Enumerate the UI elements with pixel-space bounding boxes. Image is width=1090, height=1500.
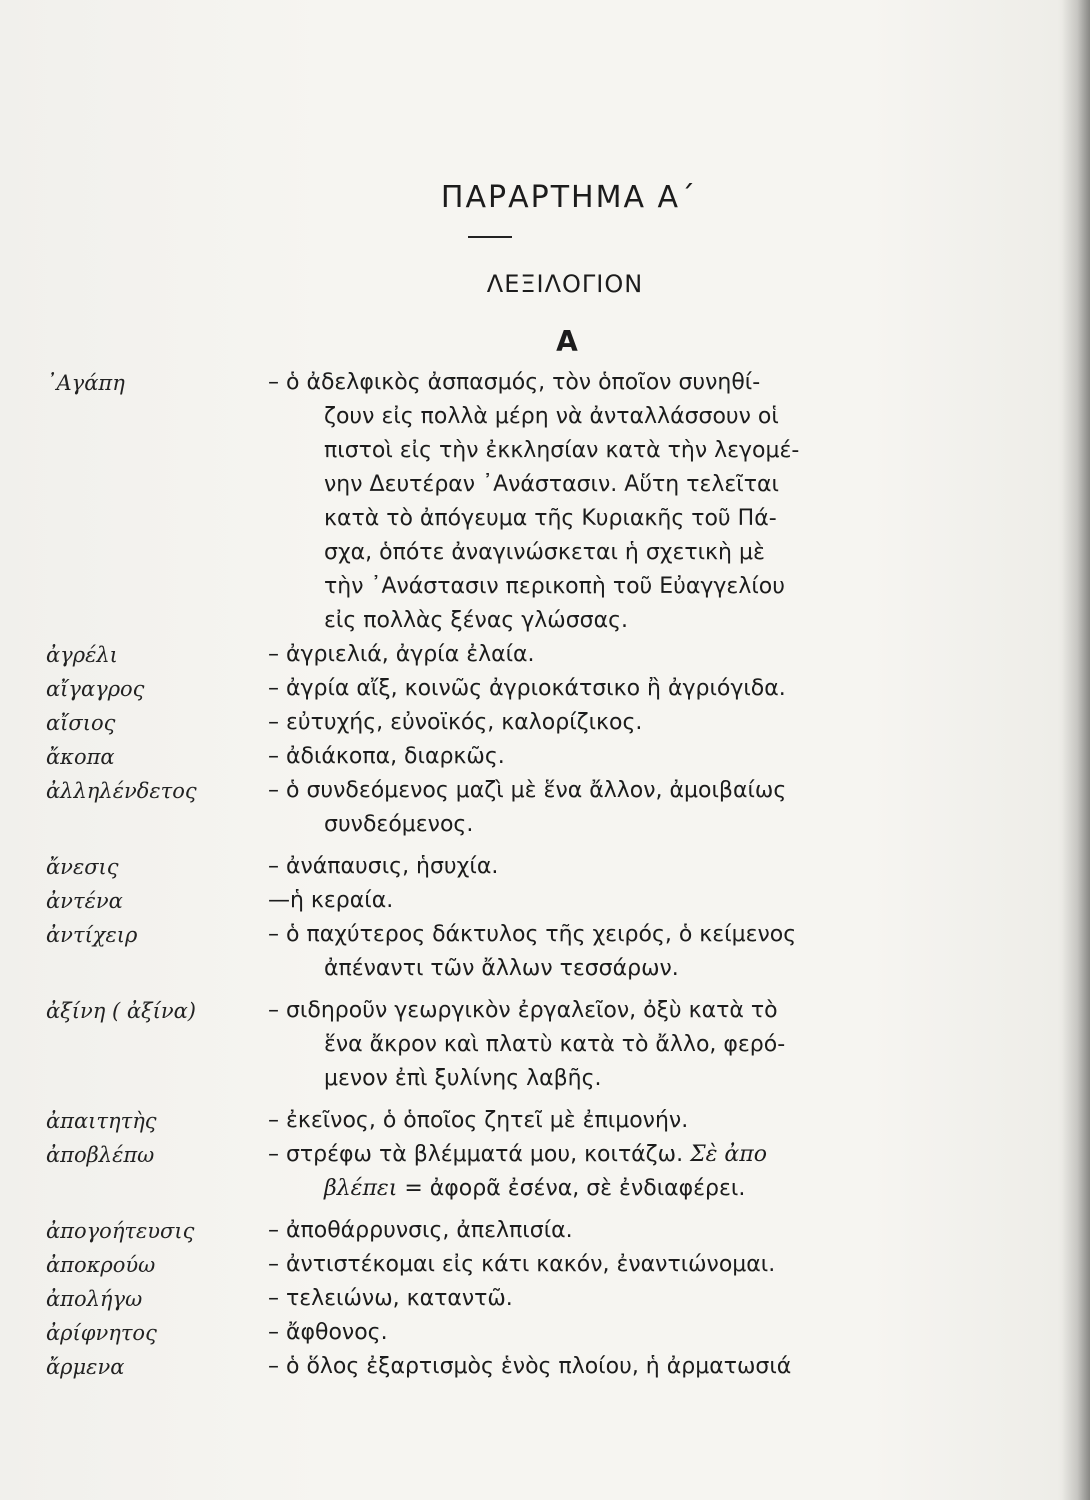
entry-definition <box>256 740 896 774</box>
entry-term: ἄκοπα <box>46 745 115 769</box>
definition-line: μενον ἐπὶ ξυλίνης λαβῆς. <box>324 1066 602 1091</box>
definition-text: = ἀφορᾶ ἐσένα, σὲ ἐνδιαφέρει. <box>404 1176 746 1201</box>
entry-definition <box>256 1248 896 1282</box>
definition-line: – ἐκεῖνος, ὁ ὁποῖος ζητεῖ μὲ ἐπιμονήν. <box>268 1108 689 1133</box>
entry-definition <box>256 994 896 1096</box>
definition-line: εἰς πολλὰς ξένας γλώσσας. <box>324 608 629 633</box>
entry-term: ἀπογοήτευσις <box>46 1219 195 1243</box>
entry-definition <box>256 1214 896 1248</box>
entry-term: ἀποκρούω <box>46 1253 156 1277</box>
entry-term: ἀποβλέπω <box>46 1143 155 1167</box>
definition-line <box>256 1172 896 1206</box>
entry-term: ἄνεσις <box>46 855 119 879</box>
entry-definition <box>256 1104 896 1138</box>
entry-definition <box>256 366 896 638</box>
definition-line: – ἀγριελιά, ἀγρία ἐλαία. <box>268 642 535 667</box>
glossary-entry <box>46 706 896 740</box>
entry-definition <box>256 1282 896 1316</box>
glossary-entry <box>46 1138 896 1206</box>
definition-line: – ἀποθάρρυνσις, ἀπελπισία. <box>268 1218 573 1243</box>
definition-line: – σιδηροῦν γεωργικὸν ἐργαλεῖον, ὀξὺ κατὰ τὸ <box>268 998 778 1023</box>
entry-term: ᾿Αγάπη <box>46 371 125 395</box>
page-title: ΠΑΡΑΡΤΗΜΑ Α΄ <box>440 180 698 215</box>
glossary-entry <box>46 918 896 986</box>
glossary-entry <box>46 638 896 672</box>
example-phrase: Σὲ ἀπο <box>690 1142 767 1167</box>
entry-definition <box>256 1350 896 1384</box>
page-edge-shadow <box>1062 0 1090 1500</box>
definition-line: – ὁ ἀδελφικὸς ἀσπασμός, τὸν ὁποῖον συνηθί- <box>268 370 761 395</box>
entry-definition <box>256 1138 896 1206</box>
glossary-entry <box>46 884 896 918</box>
glossary-entry <box>46 850 896 884</box>
glossary-entry <box>46 1282 896 1316</box>
entry-definition <box>256 918 896 986</box>
definition-line: – ὁ παχύτερος δάκτυλος τῆς χειρός, ὁ κείμενος <box>268 922 797 947</box>
glossary-entry <box>46 1104 896 1138</box>
definition-line: κατὰ τὸ ἀπόγευμα τῆς Κυριακῆς τοῦ Πά- <box>324 506 777 531</box>
entry-term: ἀντένα <box>46 889 123 913</box>
entry-term: ἀντίχειρ <box>46 923 138 947</box>
entry-definition <box>256 672 896 706</box>
glossary-entry <box>46 366 896 638</box>
glossary-entry <box>46 994 896 1096</box>
definition-line: συνδεόμενος. <box>324 812 474 837</box>
entry-term: ἄρμενα <box>46 1355 125 1379</box>
section-subtitle: ΛΕΞΙΛΟΓΙΟΝ <box>486 270 644 298</box>
entry-definition <box>256 638 896 672</box>
definition-line: – ἀνάπαυσις, ἡσυχία. <box>268 854 499 879</box>
definition-line: – ἀντιστέκομαι εἰς κάτι κακόν, ἐναντιώνομαι. <box>268 1252 776 1277</box>
entry-definition <box>256 706 896 740</box>
definition-line: – ὁ ὅλος ἐξαρτισμὸς ἑνὸς πλοίου, ἡ ἀρματωσιά <box>268 1354 792 1379</box>
definition-line: —ἡ κεραία. <box>268 888 394 913</box>
example-phrase-continued: βλέπει <box>324 1176 398 1201</box>
definition-line <box>256 1138 896 1172</box>
glossary-entries <box>46 366 896 1384</box>
definition-line: ἕνα ἄκρον καὶ πλατὺ κατὰ τὸ ἄλλο, φερό- <box>324 1032 786 1057</box>
definition-text: – στρέφω τὰ βλέμματά μου, κοιτάζω. <box>268 1142 684 1167</box>
definition-line: – ἀδιάκοπα, διαρκῶς. <box>268 744 505 769</box>
entry-term: ἀρίφνητος <box>46 1321 157 1345</box>
entry-term: ἀπαιτητὴς <box>46 1109 157 1133</box>
entry-definition <box>256 884 896 918</box>
definition-line: – ὁ συνδεόμενος μαζὶ μὲ ἕνα ἄλλον, ἀμοιβαίως <box>268 778 787 803</box>
glossary-entry <box>46 1350 896 1384</box>
definition-line: νην Δευτέραν ᾿Ανάστασιν. Αὕτη τελεῖται <box>324 472 779 497</box>
definition-line: τὴν ᾿Ανάστασιν περικοπὴ τοῦ Εὐαγγελίου <box>324 574 785 599</box>
definition-line: – τελειώνω, καταντῶ. <box>268 1286 513 1311</box>
glossary-entry <box>46 1316 896 1350</box>
definition-line: ζουν εἰς πολλὰ μέρη νὰ ἀνταλλάσσουν οἱ <box>324 404 779 429</box>
entry-term: ἀγρέλι <box>46 643 118 667</box>
definition-line: – ἄφθονος. <box>268 1320 388 1345</box>
entry-term: αἴσιος <box>46 711 116 735</box>
entry-term: ἀλληλένδετος <box>46 779 197 803</box>
entry-term: ἀπολήγω <box>46 1287 143 1311</box>
entry-definition <box>256 850 896 884</box>
definition-line: – ἀγρία αἴξ, κοινῶς ἀγριοκάτσικο ἢ ἀγριόγιδα. <box>268 676 786 701</box>
glossary-entry <box>46 1214 896 1248</box>
definition-line: πιστοὶ εἰς τὴν ἐκκλησίαν κατὰ τὴν λεγομέ- <box>324 438 800 463</box>
entry-definition <box>256 774 896 842</box>
glossary-entry <box>46 740 896 774</box>
definition-line: ἀπέναντι τῶν ἄλλων τεσσάρων. <box>324 956 679 981</box>
glossary-entry <box>46 1248 896 1282</box>
glossary-entry <box>46 672 896 706</box>
definition-line: – εὐτυχής, εὐνοϊκός, καλορίζικος. <box>268 710 643 735</box>
title-rule <box>468 236 512 238</box>
glossary-entry <box>46 774 896 842</box>
letter-heading: Α <box>556 325 578 358</box>
entry-term: αἴγαγρος <box>46 677 145 701</box>
entry-term: ἀξίνη ( ἀξίνα) <box>46 999 196 1023</box>
entry-definition <box>256 1316 896 1350</box>
definition-line: σχα, ὁπότε ἀναγινώσκεται ἡ σχετικὴ μὲ <box>324 540 765 565</box>
